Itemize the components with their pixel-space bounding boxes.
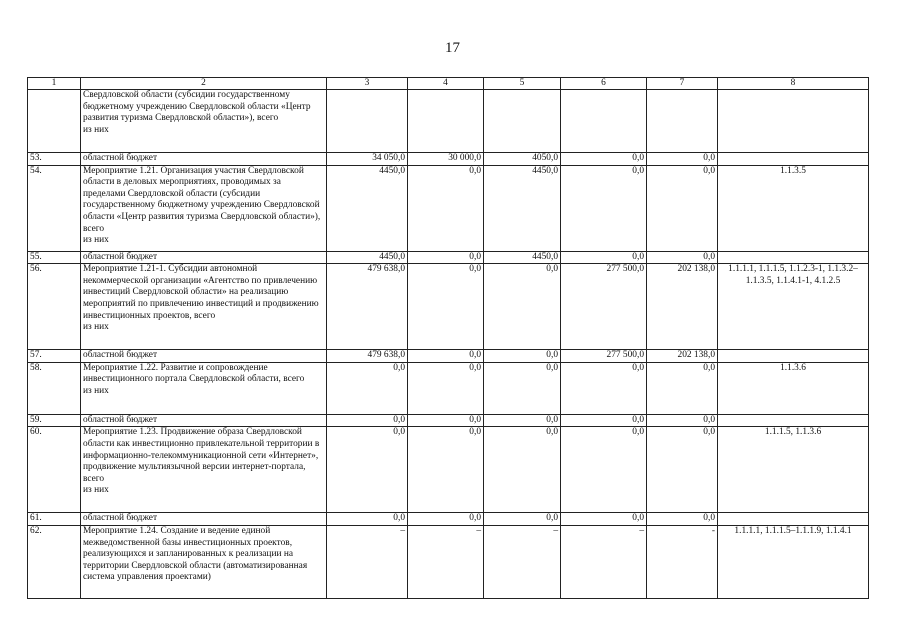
row-number: 53. xyxy=(28,153,81,166)
value-col-3: 479 638,0 xyxy=(327,264,408,350)
table-row xyxy=(28,427,869,513)
value-col-7: 0,0 xyxy=(647,153,718,166)
header-cell: 1 xyxy=(28,78,81,90)
value-col-5: 0,0 xyxy=(484,513,561,526)
value-col-7: 202 138,0 xyxy=(647,350,718,363)
header-row xyxy=(28,78,869,90)
value-col-4: 0,0 xyxy=(408,414,484,427)
row-number: 56. xyxy=(28,264,81,350)
value-col-6: 277 500,0 xyxy=(561,264,647,350)
value-col-5: 4450,0 xyxy=(484,165,561,251)
table-row xyxy=(28,414,869,427)
value-col-7: 0,0 xyxy=(647,513,718,526)
header-cell: 8 xyxy=(718,78,869,90)
target-indicators xyxy=(718,90,869,153)
value-col-4: 30 000,0 xyxy=(408,153,484,166)
value-col-5: 0,0 xyxy=(484,427,561,513)
value-col-4: 0,0 xyxy=(408,513,484,526)
value-col-6: 0,0 xyxy=(561,414,647,427)
value-col-3: 0,0 xyxy=(327,414,408,427)
row-description: областной бюджет xyxy=(81,513,327,526)
row-description: областной бюджет xyxy=(81,251,327,264)
value-col-5: 0,0 xyxy=(484,362,561,414)
value-col-7 xyxy=(647,90,718,153)
value-col-4: 0,0 xyxy=(408,165,484,251)
page-number: 17 xyxy=(445,40,460,56)
row-number xyxy=(28,90,81,153)
table-row xyxy=(28,90,869,153)
row-description: Мероприятие 1.23. Продвижение образа Свердловской области как инвестиционно привлекательной территории в информационно-телекоммуникационной сети «Интернет», продвижение мультиязычной версии интернет-портала, всего из них xyxy=(81,427,327,513)
value-col-6: 0,0 xyxy=(561,427,647,513)
value-col-6: 0,0 xyxy=(561,513,647,526)
value-col-7: 0,0 xyxy=(647,165,718,251)
value-col-4: 0,0 xyxy=(408,264,484,350)
value-col-5: 0,0 xyxy=(484,350,561,363)
row-number: 58. xyxy=(28,362,81,414)
value-col-3: 34 050,0 xyxy=(327,153,408,166)
header-cell: 5 xyxy=(484,78,561,90)
value-col-7: - xyxy=(647,525,718,598)
header-cell: 7 xyxy=(647,78,718,90)
target-indicators xyxy=(718,153,869,166)
value-col-6: 0,0 xyxy=(561,362,647,414)
budget-table xyxy=(27,77,869,599)
row-description: Мероприятие 1.22. Развитие и сопровождение инвестиционного портала Свердловской области, всего из них xyxy=(81,362,327,414)
value-col-3: 0,0 xyxy=(327,427,408,513)
header-cell: 2 xyxy=(81,78,327,90)
value-col-5: 4450,0 xyxy=(484,251,561,264)
table-row xyxy=(28,165,869,251)
row-number: 60. xyxy=(28,427,81,513)
target-indicators: 1.1.1.5, 1.1.3.6 xyxy=(718,427,869,513)
table-row xyxy=(28,153,869,166)
value-col-7: 0,0 xyxy=(647,362,718,414)
value-col-4: – xyxy=(408,525,484,598)
target-indicators: 1.1.3.6 xyxy=(718,362,869,414)
header-cell: 6 xyxy=(561,78,647,90)
value-col-6: – xyxy=(561,525,647,598)
value-col-3: 0,0 xyxy=(327,362,408,414)
value-col-6: 277 500,0 xyxy=(561,350,647,363)
row-number: 54. xyxy=(28,165,81,251)
value-col-6: 0,0 xyxy=(561,251,647,264)
value-col-5: 4050,0 xyxy=(484,153,561,166)
table-row xyxy=(28,525,869,598)
value-col-3: 4450,0 xyxy=(327,165,408,251)
value-col-4: 0,0 xyxy=(408,427,484,513)
row-description: областной бюджет xyxy=(81,414,327,427)
value-col-5: 0,0 xyxy=(484,414,561,427)
target-indicators xyxy=(718,513,869,526)
value-col-4: 0,0 xyxy=(408,251,484,264)
row-number: 55. xyxy=(28,251,81,264)
value-col-3: 4450,0 xyxy=(327,251,408,264)
value-col-6 xyxy=(561,90,647,153)
target-indicators xyxy=(718,414,869,427)
row-number: 57. xyxy=(28,350,81,363)
row-description: Мероприятие 1.21. Организация участия Свердловской области в деловых мероприятиях, проводимых за пределами Свердловской области (субсидии государственному бюджетному учреждению Свердловской области «Центр развития туризма Свердловской области»), всего из них xyxy=(81,165,327,251)
header-cell: 4 xyxy=(408,78,484,90)
table-row xyxy=(28,264,869,350)
value-col-3 xyxy=(327,90,408,153)
row-number: 59. xyxy=(28,414,81,427)
row-description: Мероприятие 1.21-1. Субсидии автономной некоммерческой организации «Агентство по привлечению инвестиций Свердловской области» на реализацию мероприятий по привлечению инвестиций и продвижению инвестиционных проектов, всего из них xyxy=(81,264,327,350)
value-col-4: 0,0 xyxy=(408,362,484,414)
value-col-3: 479 638,0 xyxy=(327,350,408,363)
value-col-5 xyxy=(484,90,561,153)
target-indicators xyxy=(718,350,869,363)
table-row xyxy=(28,513,869,526)
row-number: 61. xyxy=(28,513,81,526)
target-indicators: 1.1.3.5 xyxy=(718,165,869,251)
value-col-7: 0,0 xyxy=(647,427,718,513)
target-indicators xyxy=(718,251,869,264)
value-col-3: 0,0 xyxy=(327,513,408,526)
value-col-3: – xyxy=(327,525,408,598)
table-row xyxy=(28,251,869,264)
target-indicators: 1.1.1.1, 1.1.1.5, 1.1.2.3-1, 1.1.3.2–1.1.3.5, 1.1.4.1-1, 4.1.2.5 xyxy=(718,264,869,350)
row-description: областной бюджет xyxy=(81,350,327,363)
target-indicators: 1.1.1.1, 1.1.1.5–1.1.1.9, 1.1.4.1 xyxy=(718,525,869,598)
row-description: областной бюджет xyxy=(81,153,327,166)
value-col-4 xyxy=(408,90,484,153)
row-description: Мероприятие 1.24. Создание и ведение единой межведомственной базы инвестиционных проектов, реализующихся и запланированных к реализации на территории Свердловской области (автоматизированная система управления проектами) xyxy=(81,525,327,598)
header-cell: 3 xyxy=(327,78,408,90)
row-number: 62. xyxy=(28,525,81,598)
value-col-7: 202 138,0 xyxy=(647,264,718,350)
value-col-7: 0,0 xyxy=(647,251,718,264)
row-description: Свердловской области (субсидии государственному бюджетному учреждению Свердловской области «Центр развития туризма Свердловской области»), всего из них xyxy=(81,90,327,153)
table-row xyxy=(28,350,869,363)
value-col-5: – xyxy=(484,525,561,598)
value-col-6: 0,0 xyxy=(561,165,647,251)
value-col-4: 0,0 xyxy=(408,350,484,363)
value-col-6: 0,0 xyxy=(561,153,647,166)
value-col-7: 0,0 xyxy=(647,414,718,427)
table-row xyxy=(28,362,869,414)
value-col-5: 0,0 xyxy=(484,264,561,350)
